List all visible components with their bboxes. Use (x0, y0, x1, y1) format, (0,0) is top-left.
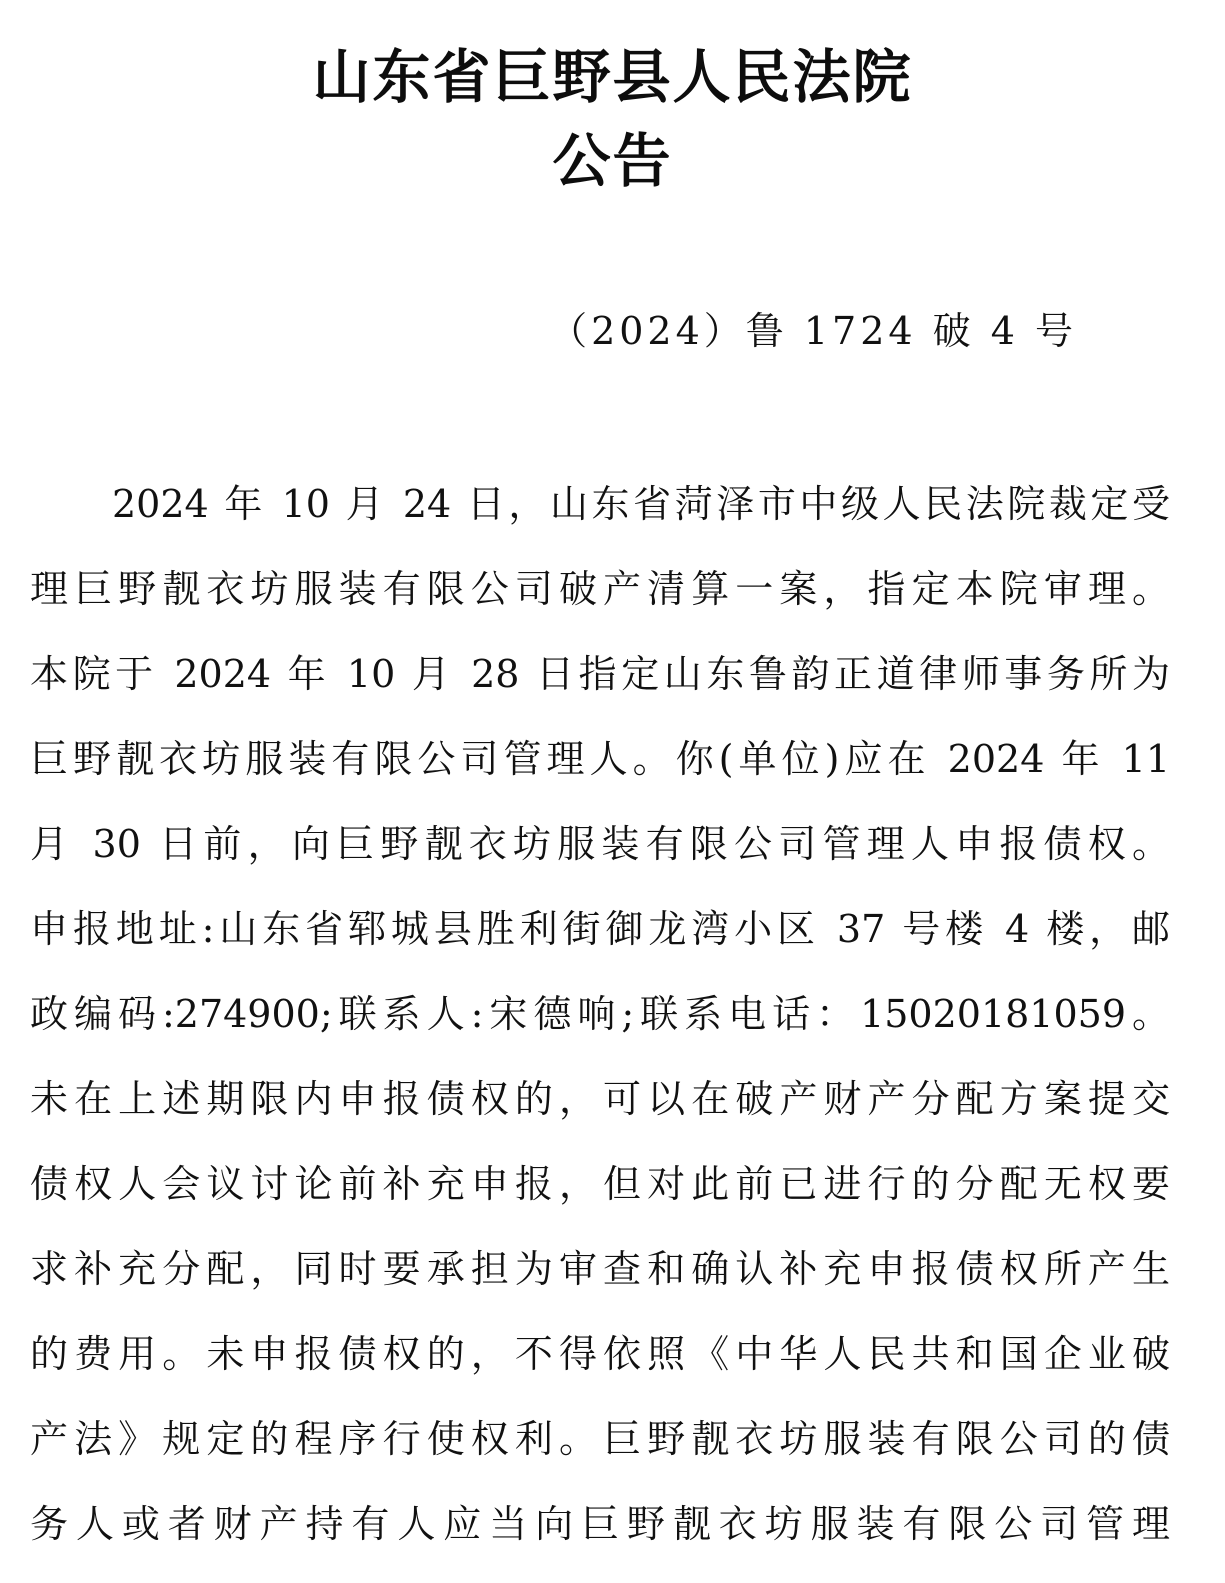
body-line: 未在上述期限内申报债权的，可以在破产财产分配方案提交 (30, 1077, 1170, 1121)
body-line: 债权人会议讨论前补充申报，但对此前已进行的分配无权要 (30, 1162, 1170, 1206)
body-line: 2024 年 10 月 24 日，山东省菏泽市中级人民法院裁定受 (112, 482, 1170, 526)
case-number: （2024）鲁 1724 破 4 号 (549, 309, 1077, 353)
court-name-heading: 山东省巨野县人民法院 (312, 43, 913, 111)
body-line: 的费用。未申报债权的，不得依照《中华人民共和国企业破 (30, 1332, 1170, 1376)
body-line: 巨野靓衣坊服装有限公司管理人。你(单位)应在 2024 年 11 (30, 737, 1170, 781)
body-line: 月 30 日前，向巨野靓衣坊服装有限公司管理人申报债权。 (30, 822, 1170, 866)
body-line: 产法》规定的程序行使权利。巨野靓衣坊服装有限公司的债 (30, 1417, 1170, 1461)
body-line: 求补充分配，同时要承担为审查和确认补充申报债权所产生 (30, 1247, 1170, 1291)
notice-heading: 公告 (552, 127, 673, 195)
body-line: 申报地址:山东省郓城县胜利街御龙湾小区 37 号楼 4 楼，邮 (30, 907, 1170, 951)
body-line: 政编码:274900;联系人:宋德响;联系电话：15020181059。 (30, 992, 1170, 1036)
notice-body (30, 473, 1170, 1578)
body-line: 本院于 2024 年 10 月 28 日指定山东鲁韵正道律师事务所为 (30, 652, 1170, 696)
body-line: 理巨野靓衣坊服装有限公司破产清算一案，指定本院审理。 (30, 567, 1170, 611)
body-line: 务人或者财产持有人应当向巨野靓衣坊服装有限公司管理 (30, 1502, 1170, 1546)
